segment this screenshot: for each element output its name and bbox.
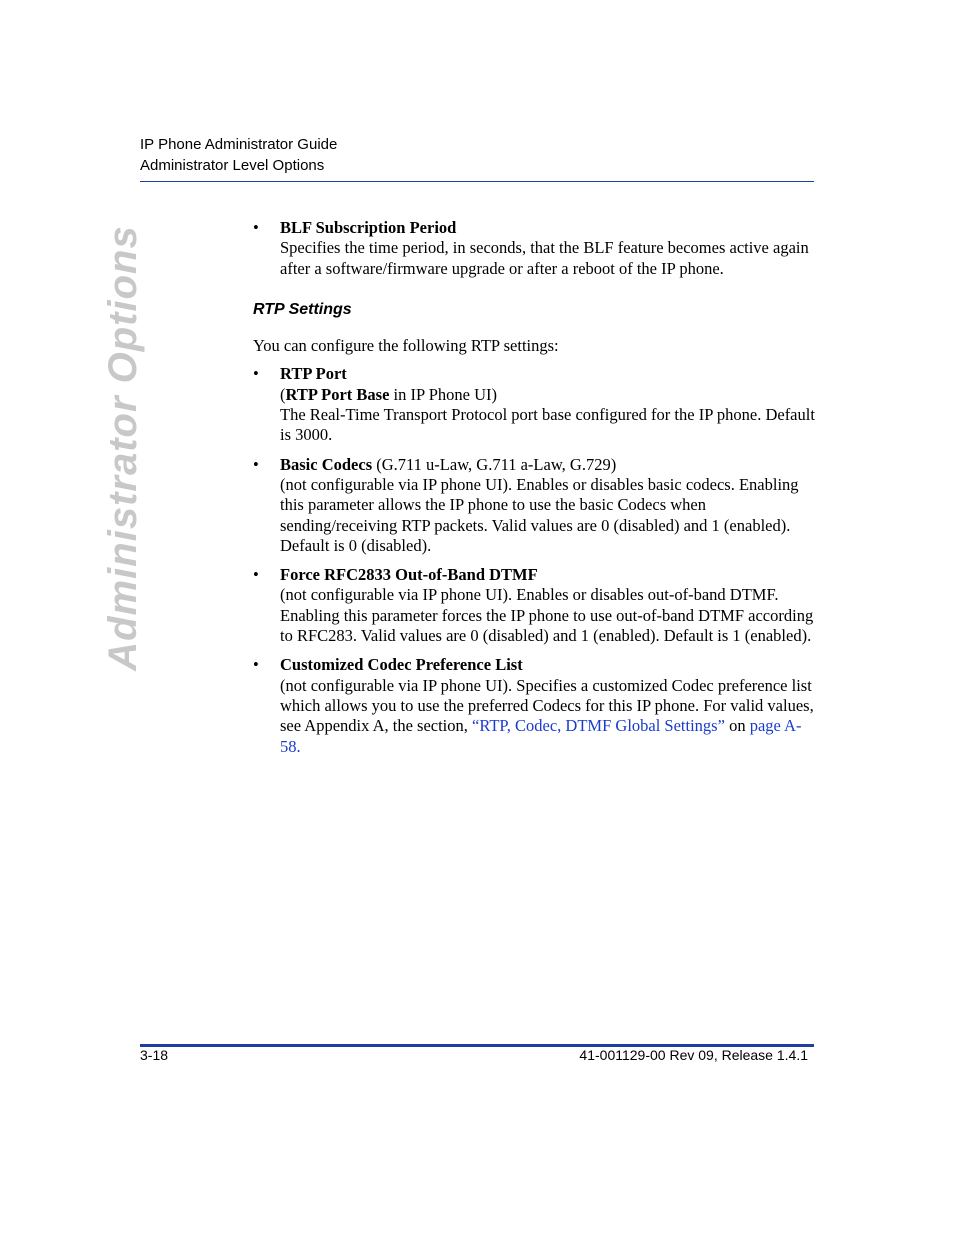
bullet-title-line [280,455,818,475]
bullet-dot: • [253,454,259,474]
link-rtp-codec-dtmf-settings[interactable]: “RTP, Codec, DTMF Global Settings” [472,716,725,736]
bullet-blf-subscription [253,218,818,279]
bullet-rtp-port [253,364,818,445]
bullet-description [280,676,818,757]
bullet-codec-preference [253,655,818,756]
bullet-description: (not configurable via IP phone UI). Enables or disables basic codecs. Enabling this parameter allows the IP phone to use the basic Codecs when sending/receiving RTP packets. Valid values are 0 (disabled) and 1 (enabled). Default is 0 (disabled). [280,474,799,555]
bullet-dot: • [253,364,259,384]
bullet-ui-note [280,385,818,405]
bullet-dot: • [253,565,259,585]
bullet-description: Specifies the time period, in seconds, that the BLF feature becomes active again after a software/firmware upgrade or after a reboot of the IP phone. [280,238,809,278]
bullet-title: BLF Subscription Period [280,218,457,237]
section-heading-rtp: RTP Settings [253,300,352,318]
ui-note-bold: RTP Port Base [285,384,390,404]
footer-page-number: 3-18 [140,1047,169,1063]
main-content [253,218,818,766]
bullet-force-rfc2833 [253,565,818,646]
description-middle: on [724,716,750,736]
bullet-title: RTP Port [280,364,347,384]
side-title: Administrator Options [101,225,145,671]
link-page-a58[interactable]: page A-58. [280,716,802,756]
bullet-dot: • [253,218,259,237]
header-guide-title: IP Phone Administrator Guide [140,136,338,153]
footer-doc-id: 41-001129-00 Rev 09, Release 1.4.1 [579,1047,808,1063]
ui-note-open: ( [280,384,286,404]
bullet-title: Basic Codecs [280,454,373,474]
bullet-title-suffix: (G.711 u-Law, G.711 a-Law, G.729) [372,454,617,474]
header-section-title: Administrator Level Options [140,157,325,174]
bullet-title: Customized Codec Preference List [280,655,523,675]
description-text: (not configurable via IP phone UI). Specifies a customized Codec preference list which allows you to use the preferred Codecs for this IP phone. For valid values, see Appendix A, the section, [280,675,814,736]
bullet-dot: • [253,655,259,675]
bullet-basic-codecs [253,455,818,556]
bullet-title: Force RFC2833 Out-of-Band DTMF [280,565,538,585]
bullet-description: (not configurable via IP phone UI). Enables or disables out-of-band DTMF. Enabling this parameter forces the IP phone to use out-of-band DTMF according to RFC283. Valid values are 0 (disabled) and 1 (enabled). Default is 1 (enabled). [280,585,814,646]
section-intro: You can configure the following RTP settings: [253,336,559,356]
ui-note-rest: in IP Phone UI) [389,384,497,404]
header-rule [140,181,814,182]
bullet-description: The Real-Time Transport Protocol port base configured for the IP phone. Default is 3000. [280,405,815,445]
